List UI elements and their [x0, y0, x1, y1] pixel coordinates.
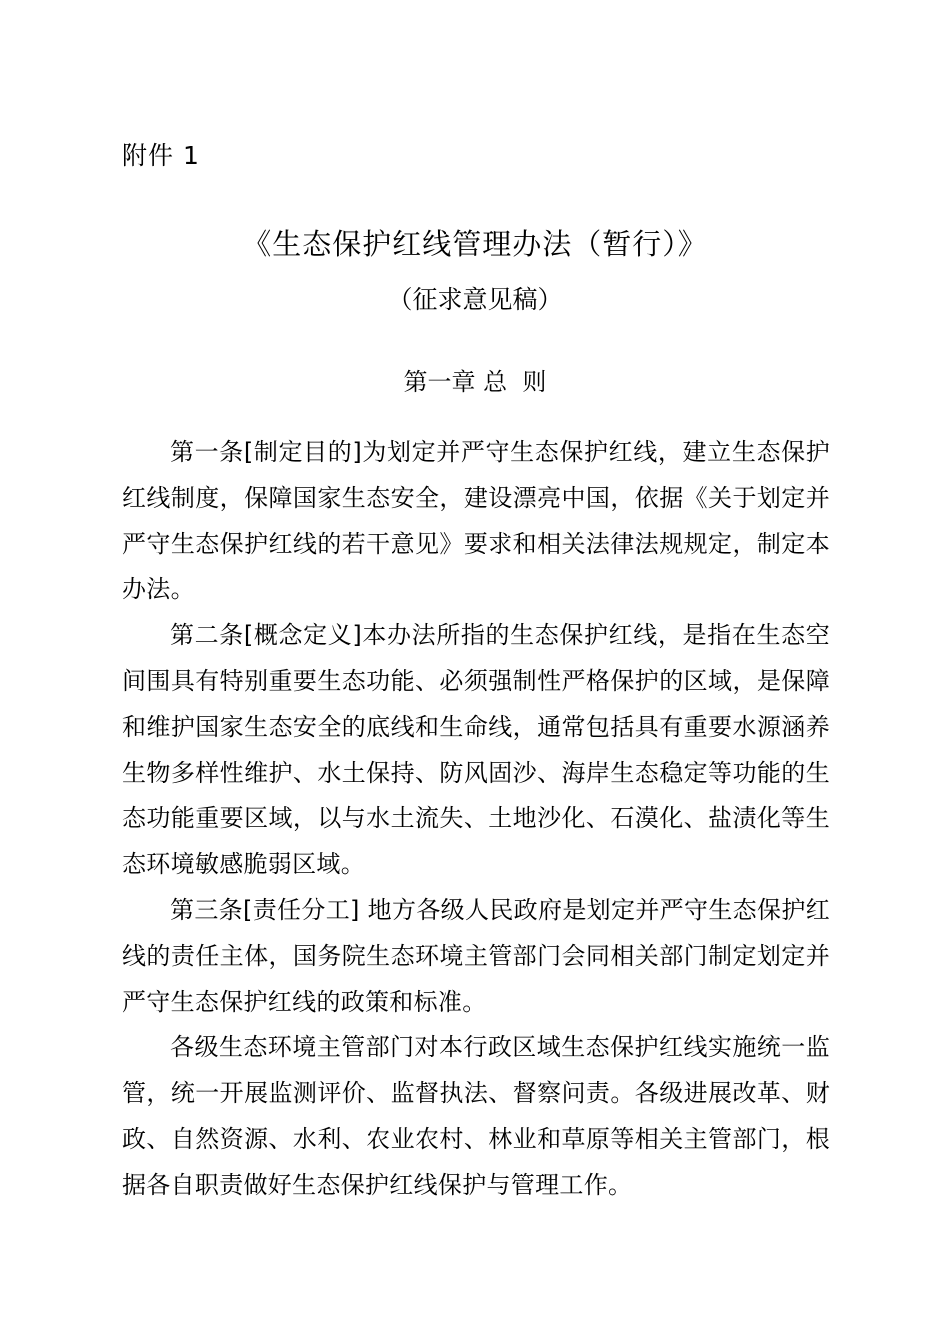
article-3-continuation-paragraph: 各级生态环境主管部门对本行政区域生态保护红线实施统一监管，统一开展监测评价、监督执法、督察问责。各级进展改革、财政、自然资源、水利、农业农村、林业和草原等相关主管部门，根据各自职责做好生态保护红线保护与管理工作。 [122, 1033, 830, 1199]
article-3-paragraph: 第三条[责任分工] 地方各级人民政府是划定并严守生态保护红线的责任主体，国务院生态环境主管部门会同相关部门制定划定并严守生态保护红线的政策和标准。 [122, 895, 830, 1016]
document-body [122, 430, 830, 1209]
document-subtitle: （征求意见稿） [387, 285, 563, 314]
article-2-paragraph: 第二条[概念定义]本办法所指的生态保护红线，是指在生态空间围具有特别重要生态功能、必须强制性严格保护的区域，是保障和维护国家生态安全的底线和生命线，通常包括具有重要水源涵养生物多样性维护、水土保持、防风固沙、海岸生态稳定等功能的生态功能重要区域，以与水土流失、土地沙化、石漠化、盐渍化等生态环境敏感脆弱区域。 [122, 621, 830, 879]
article-1-paragraph: 第一条[制定目的]为划定并严守生态保护红线，建立生态保护红线制度，保障国家生态安全，建设漂亮中国，依据《关于划定并严守生态保护红线的若干意见》要求和相关法律法规规定，制定本办法。 [122, 438, 830, 604]
chapter-title: 第一章 总 则 [403, 368, 547, 396]
document-title: 《生态保护红线管理办法（暂行）》 [242, 227, 708, 261]
attachment-label: 附件 1 [122, 141, 200, 170]
